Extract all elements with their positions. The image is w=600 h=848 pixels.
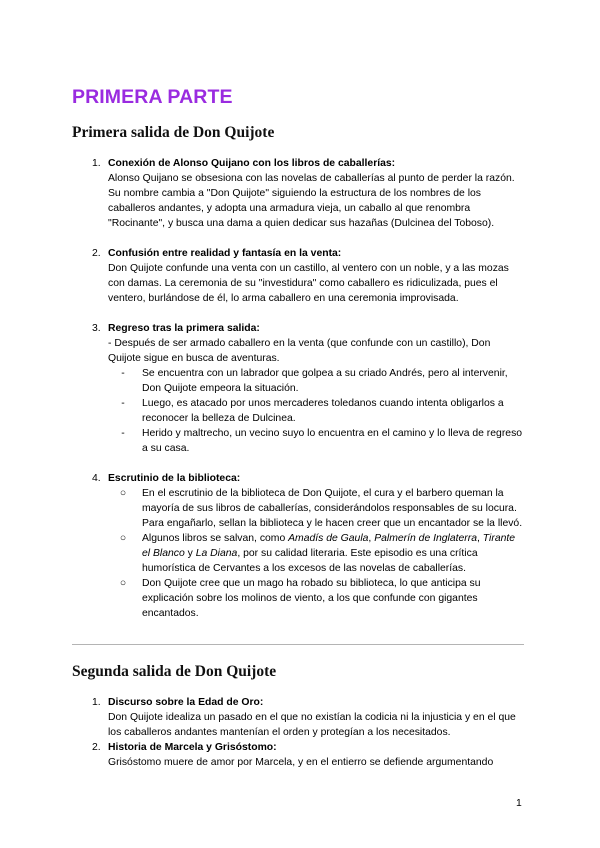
separator: , — [477, 533, 483, 544]
sublist-item — [116, 576, 524, 621]
sublist-text: En el escrutinio de la biblioteca de Don Quijote, el cura y el barbero queman la mayoría de sus libros de caballerías, considerándolos responsables de su locura. Para engañarlo, sellan la biblioteca y le hacen creer que un encantador se la llevó. — [142, 488, 523, 529]
sublist-text: Herido y maltrecho, un vecino suyo lo encuentra en el camino y lo lleva de regreso a su casa. — [142, 428, 523, 454]
book-title: Tirante el Blanco — [142, 533, 516, 559]
item-number: 3. — [92, 323, 101, 334]
sublist-item — [116, 396, 524, 426]
circle-bullet: ○ — [119, 578, 127, 589]
separator: y — [184, 548, 196, 559]
list-item — [92, 695, 524, 740]
list-item — [92, 471, 524, 621]
list-item — [92, 246, 524, 306]
item-heading: Confusión entre realidad y fantasía en la venta: — [108, 248, 342, 259]
sublist-item — [116, 531, 524, 576]
sublist-text: Luego, es atacado por unos mercaderes toledanos cuando intenta obligarlos a reconocer la belleza de Dulcinea. — [142, 398, 504, 424]
dash-sublist — [116, 366, 524, 456]
section-title-primera-salida: Primera salida de Don Quijote — [72, 124, 275, 141]
item-heading: Discurso sobre la Edad de Oro: — [108, 697, 264, 708]
dash-bullet: - — [121, 428, 125, 439]
item-heading: Conexión de Alonso Quijano con los libros de caballerías: — [108, 158, 396, 169]
section-divider — [72, 644, 524, 645]
item-heading: Escrutinio de la biblioteca: — [108, 473, 241, 484]
sublist-text-pre: Algunos libros se salvan, como — [142, 533, 289, 544]
separator: , — [368, 533, 375, 544]
sublist-item — [116, 366, 524, 396]
dash-bullet: - — [121, 398, 125, 409]
sublist-item — [116, 426, 524, 456]
item-body: Grisóstomo muere de amor por Marcela, y en el entierro se defiende argumentando — [108, 757, 494, 768]
book-title: Amadís de Gaula — [288, 533, 369, 544]
page-number: 1 — [516, 798, 522, 809]
item-body: Don Quijote confunde una venta con un castillo, al ventero con un noble, y a las mozas con damas. La ceremonia de su "investidura" como caballero es ridiculizada, pues el ventero, burlándose de él, lo arma caballero en una ceremonia improvisada. — [108, 263, 509, 304]
item-body: Don Quijote idealiza un pasado en el que no existían la codicia ni la injusticia y en el que los caballeros andantes mantenían el orden y protegían a los necesitados. — [108, 712, 516, 738]
circle-sublist — [116, 486, 524, 621]
dash-bullet: - — [121, 368, 125, 379]
book-title: La Diana — [195, 548, 238, 559]
item-heading: Regreso tras la primera salida: — [108, 323, 260, 334]
item-number: 1. — [92, 158, 101, 169]
section-title-segunda-salida: Segunda salida de Don Quijote — [72, 663, 277, 680]
list-item — [92, 740, 524, 770]
item-number: 4. — [92, 473, 101, 484]
sublist-text: Don Quijote cree que un mago ha robado su biblioteca, lo que anticipa su explicación sobre los molinos de viento, a los que confunde con gigantes encantados. — [142, 578, 481, 619]
item-number: 2. — [92, 248, 101, 259]
sublist-text: Se encuentra con un labrador que golpea a su criado Andrés, pero al intervenir, Don Quijote empeora la situación. — [142, 368, 508, 394]
section1-list — [92, 156, 524, 621]
sublist-item — [116, 486, 524, 531]
part-title: PRIMERA PARTE — [72, 86, 233, 108]
list-item — [92, 156, 524, 231]
section2-list — [92, 695, 524, 770]
list-item — [92, 321, 524, 456]
item-number: 2. — [92, 742, 101, 753]
book-title: Palmerín de Inglaterra — [374, 533, 478, 544]
item-number: 1. — [92, 697, 101, 708]
item-body: Alonso Quijano se obsesiona con las novelas de caballerías al punto de perder la razón. Su nombre cambia a "Don Quijote" siguiendo la estructura de los nombres de los caballeros andantes, y adopta una armadura vieja, un caballo al que renombra "Rocinante", y busca una dama a quien dedicar sus hazañas (Dulcinea del Toboso). — [108, 173, 515, 229]
item-body: - Después de ser armado caballero en la venta (que confunde con un castillo), Don Quijote sigue en busca de aventuras. — [108, 338, 491, 364]
item-heading: Historia de Marcela y Grisóstomo: — [108, 742, 277, 753]
circle-bullet: ○ — [119, 488, 127, 499]
sublist-text-post: , por su calidad literaria. Este episodio es una crítica humorística de Cervantes a los excesos de las novelas de caballerías. — [142, 548, 478, 574]
circle-bullet: ○ — [119, 533, 127, 544]
